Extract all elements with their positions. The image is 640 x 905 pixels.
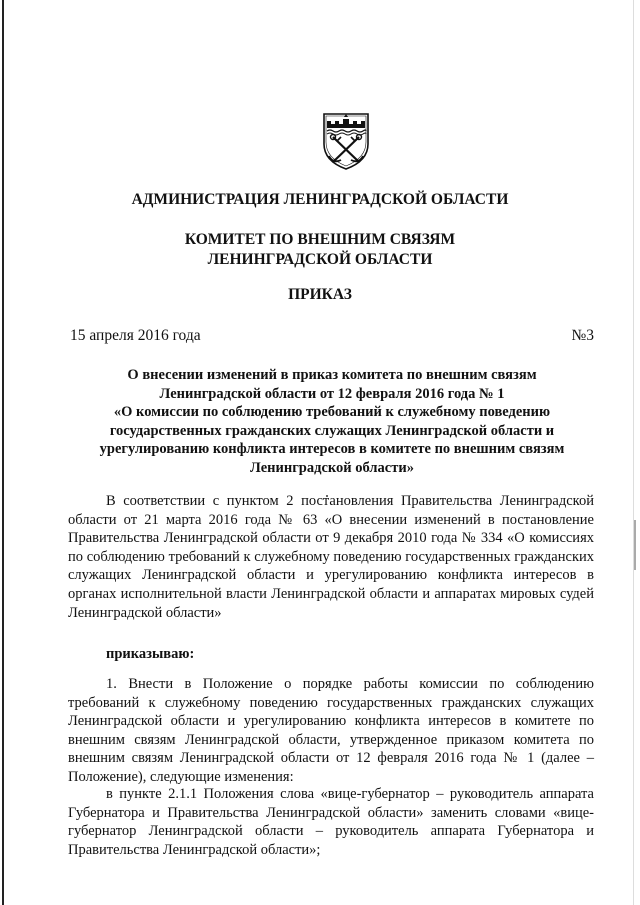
document-date: 15 апреля 2016 года bbox=[70, 327, 201, 344]
scan-edge-left bbox=[2, 0, 4, 905]
order-word: приказываю: bbox=[106, 646, 195, 662]
committee-title bbox=[0, 230, 640, 270]
document-type: ПРИКАЗ bbox=[288, 286, 352, 303]
subject-line: Ленинградской области от 12 февраля 2016 года № 1 bbox=[159, 385, 505, 402]
coat-of-arms-emblem bbox=[321, 112, 371, 170]
scan-mark bbox=[634, 520, 636, 570]
subject-line: Ленинградской области» bbox=[250, 459, 414, 476]
document-number: №3 bbox=[571, 327, 594, 344]
subject-line: урегулированию конфликта интересов в комитете по внешним связям bbox=[99, 441, 565, 458]
committee-title-line1: КОМИТЕТ ПО ВНЕШНИМ СВЯЗЯМ bbox=[184, 231, 456, 248]
scan-edge-right bbox=[633, 0, 634, 905]
item-1-paragraph: 1. Внести в Положение о порядке работы комиссии по соблюдению требований к служебному поведению государственных гражданских служащих Ленинградской области и урегулированию конфликта интересов в комитете по внешним связям Ленинградской области, утвержденное приказом комитета по внешним связям Ленинградской области от 12 февраля 2016 года № 1 (далее – Положение), следующие изменения: bbox=[68, 676, 594, 785]
document-subject bbox=[82, 366, 582, 478]
organization-title: АДМИНИСТРАЦИЯ ЛЕНИНГРАДСКОЙ ОБЛАСТИ bbox=[131, 191, 509, 208]
committee-title-line2: ЛЕНИНГРАДСКОЙ ОБЛАСТИ bbox=[207, 251, 433, 268]
subject-line: государственных гражданских служащих Ленинградской области и bbox=[109, 422, 555, 439]
subject-line: О внесении изменений в приказ комитета по внешним связям bbox=[127, 367, 537, 383]
item-1-subparagraph: в пункте 2.1.1 Положения слова «вице-губернатор – руководитель аппарата Губернатора и Правительства Ленинградской области» заменить словами «вице-губернатор Ленинградской области – руководитель аппарата Губернатора и Правительства Ленинградской области»; bbox=[68, 786, 594, 858]
subject-line: «О комиссии по соблюдению требований к служебному поведению bbox=[113, 404, 551, 421]
preamble-paragraph: В соответствии с пунктом 2 постановления Правительства Ленинградской области от 21 марта 2016 года № 63 «О внесении изменений в постановление Правительства Ленинградской области от 9 декабря 2010 года № 334 «О комиссиях по соблюдению требований к служебному поведению государственных гражданских служащих Ленинградской области и урегулированию конфликта интересов в органах исполнительной власти Ленинградской области и аппаратах мировых судей Ленинградской области» bbox=[68, 493, 594, 621]
